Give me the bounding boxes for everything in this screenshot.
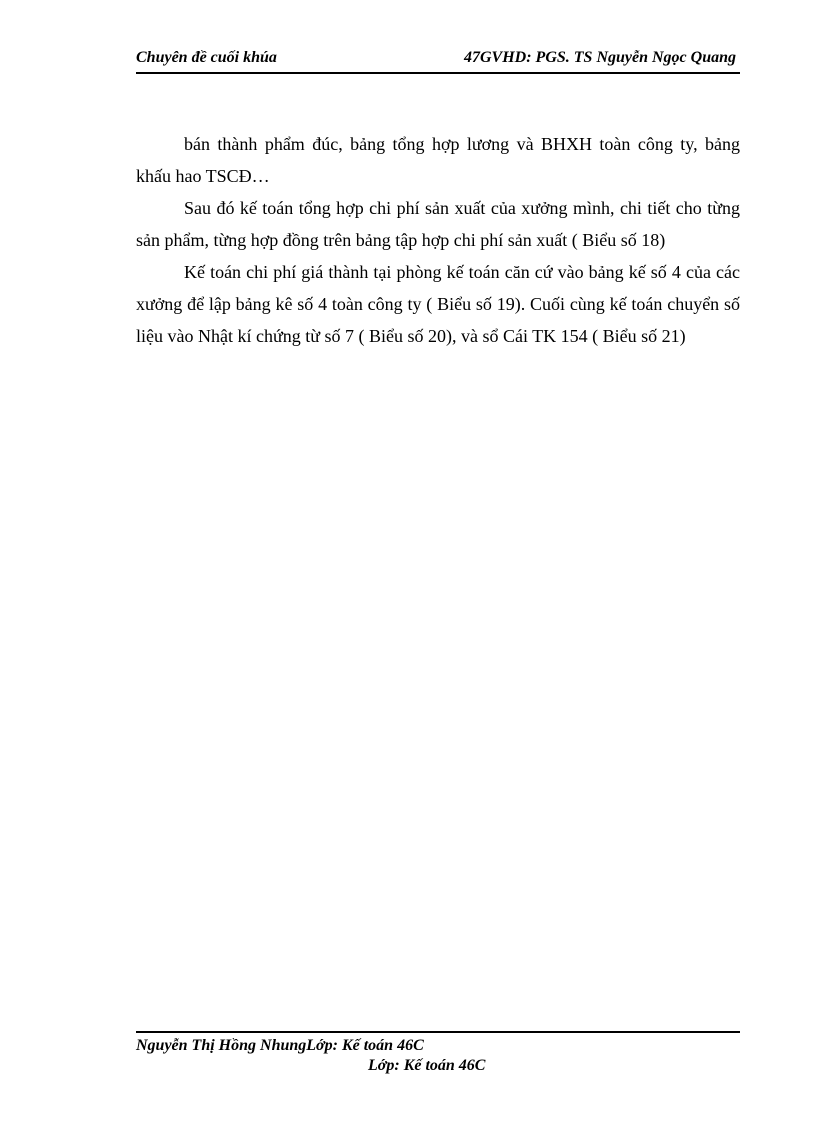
footer-author: Nguyễn Thị Hồng NhungLớp: Kế toán 46C (136, 1037, 424, 1054)
paragraph-2: Sau đó kế toán tổng hợp chi phí sản xuất của xưởng mình, chi tiết cho từng sản phẩm, từng hợp đồng trên bảng tập hợp chi phí sản xuất ( Biểu số 18) (136, 198, 740, 250)
paragraph-3: Kế toán chi phí giá thành tại phòng kế toán căn cứ vào bảng kế số 4 của các xưởng để lập bảng kê số 4 toàn công ty ( Biểu số 19). Cuối cùng kế toán chuyển số liệu vào Nhật kí chứng từ số 7 ( Biểu số 20), và sổ Cái TK 154 ( Biểu số 21) (136, 262, 740, 346)
header-title: Chuyên đề cuối khúa (136, 49, 277, 66)
footer-divider (136, 1031, 740, 1033)
footer-class: Lớp: Kế toán 46C (368, 1057, 486, 1074)
header-supervisor: 47GVHD: PGS. TS Nguyễn Ngọc Quang (463, 49, 736, 66)
body-text (136, 128, 740, 352)
page-footer (136, 1036, 740, 1076)
paragraph-1: bán thành phẩm đúc, bảng tổng hợp lương và BHXH toàn công ty, bảng khấu hao TSCĐ… (136, 134, 740, 186)
page-header (136, 46, 740, 74)
